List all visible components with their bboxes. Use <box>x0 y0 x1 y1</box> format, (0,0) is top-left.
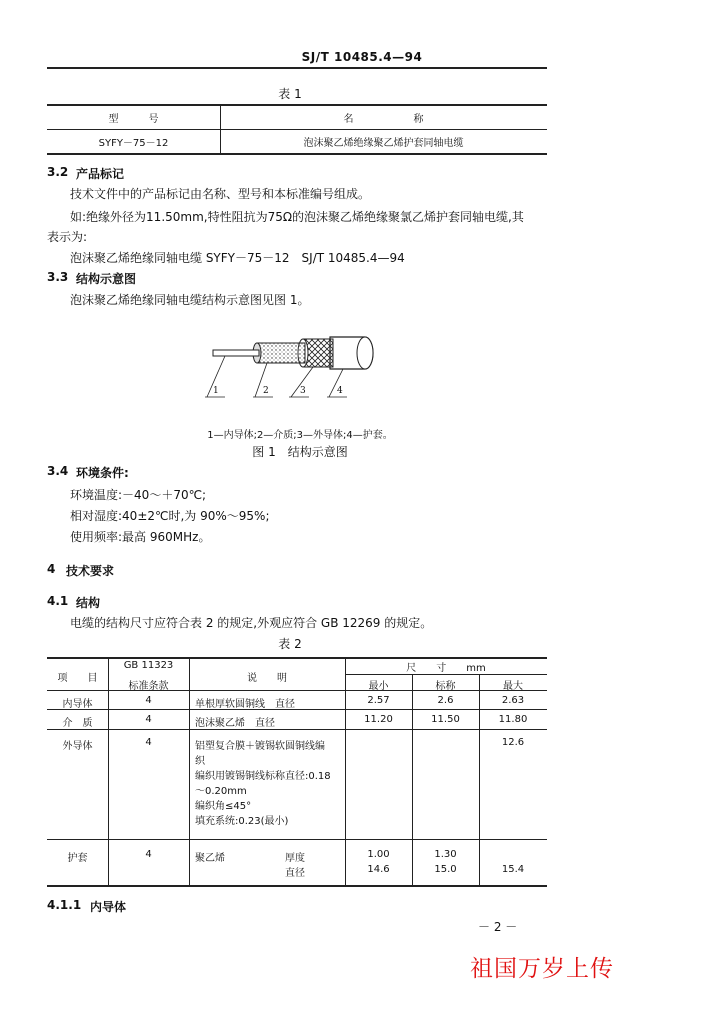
t2-r4-nom-b: 15.0 <box>434 864 457 875</box>
t2-r4-desc-material: 聚乙烯 <box>195 853 225 864</box>
env-humidity: 相对湿度:40±2℃时,为 90%～95%; <box>70 509 270 523</box>
section-4-1-number: 4.1 <box>47 594 69 608</box>
t2-r3-desc-1: 铝塑复合膜＋镀锡软圆铜线编 <box>195 741 325 752</box>
t2-head-std1: GB 11323 <box>123 660 174 671</box>
table1-caption: 表 1 <box>278 87 302 101</box>
t2-r2-max: 11.80 <box>498 714 528 725</box>
t2-r1-max: 2.63 <box>501 695 525 706</box>
page-number: － 2 － <box>478 920 518 934</box>
t2-r3-desc-5: 编织角≤45° <box>195 801 252 812</box>
section-3-3-para1: 泡沫聚乙烯绝缘同轴电缆结构示意图见图 1。 <box>70 293 310 307</box>
section-4-1-para: 电缆的结构尺寸应符合表 2 的规定,外观应符合 GB 12269 的规定。 <box>70 616 433 630</box>
t2-r1-min: 2.57 <box>367 695 390 706</box>
t2-r4-std: 4 <box>145 849 152 860</box>
table1-name-value: 泡沫聚乙烯绝缘聚乙烯护套同轴电缆 <box>303 138 464 149</box>
t2-r1-nom: 2.6 <box>437 695 454 706</box>
section-3-4-title: 环境条件: <box>76 466 129 480</box>
t2-r3-max: 12.6 <box>501 737 525 748</box>
t2-r3-desc-6: 填充系统:0.23(最小) <box>195 816 289 827</box>
figure-label-3: 3 <box>300 386 306 396</box>
t2-rule-r1 <box>47 709 547 710</box>
t2-r4-max-b: 15.4 <box>501 864 525 875</box>
section-3-2-number: 3.2 <box>47 165 69 179</box>
figure-legend: 1—内导体;2—介质;3—外导体;4—护套。 <box>207 430 393 441</box>
t2-head-item: 项 目 <box>57 673 98 684</box>
t2-head-max: 最大 <box>503 681 523 692</box>
t2-r3-desc-3: 编织用镀锡铜线标称直径:0.18 <box>195 771 331 782</box>
table1-top-rule <box>47 104 547 106</box>
section-3-3-number: 3.3 <box>47 270 69 284</box>
t2-r4-item: 护套 <box>67 853 88 864</box>
figure-caption: 图 1 结构示意图 <box>252 445 348 459</box>
table1-bottom-rule <box>47 153 547 155</box>
t2-r4-min-b: 14.6 <box>367 864 390 875</box>
t2-r4-min-a: 1.00 <box>367 849 390 860</box>
t2-r1-std: 4 <box>145 695 152 706</box>
section-4-1-1-number: 4.1.1 <box>47 898 82 912</box>
section-3-3-title: 结构示意图 <box>76 272 137 286</box>
inner-conductor <box>213 350 259 356</box>
figure-label-4: 4 <box>337 386 343 396</box>
section-3-2-para3: 表示为: <box>47 230 88 244</box>
section-3-2-para2: 如:绝缘外径为11.50mm,特性阻抗为75Ω的泡沫聚乙烯绝缘聚氯乙烯护套同轴电缆,其 <box>70 210 524 224</box>
t2-r3-desc-2: 织 <box>195 756 205 767</box>
t2-r2-std: 4 <box>145 714 152 725</box>
env-temperature: 环境温度:－40～＋70℃; <box>70 488 207 502</box>
section-4-1-1-title: 内导体 <box>90 900 127 914</box>
t2-rule-bottom <box>47 885 547 887</box>
section-4-number: 4 <box>47 562 56 576</box>
t2-r2-nom: 11.50 <box>431 714 460 725</box>
t2-head-dims: 尺 寸 mm <box>406 663 486 674</box>
t2-col-2 <box>189 657 190 886</box>
upload-stamp: 祖国万岁上传 <box>470 956 614 982</box>
section-3-2-para4: 泡沫聚乙烯绝缘同轴电缆 SYFY－75－12 SJ/T 10485.4—94 <box>70 251 405 265</box>
t2-r4-desc-diameter: 直径 <box>285 868 305 879</box>
t2-r1-item: 内导体 <box>62 699 93 710</box>
t2-r3-desc-4: ～0.20mm <box>195 786 247 797</box>
dielectric-layer <box>257 343 305 363</box>
t2-rule-r3 <box>47 839 547 840</box>
t2-r1-desc: 单根厚软圆铜线 直径 <box>195 699 295 710</box>
t2-head-nom: 标称 <box>435 681 456 692</box>
section-3-4-number: 3.4 <box>47 464 69 478</box>
t2-r2-desc: 泡沫聚乙烯 直径 <box>195 718 275 729</box>
t2-r3-std: 4 <box>145 737 152 748</box>
table1-header-name: 名 称 <box>343 114 424 125</box>
t2-head-desc: 说 明 <box>247 673 287 684</box>
section-3-2-para1: 技术文件中的产品标记由名称、型号和本标准编号组成。 <box>70 187 371 201</box>
t2-r3-item: 外导体 <box>62 741 93 752</box>
section-4-1-title: 结构 <box>76 596 101 610</box>
figure-label-1: 1 <box>213 386 219 396</box>
figure-label-2: 2 <box>263 386 269 396</box>
env-frequency: 使用频率:最高 960MHz。 <box>70 530 211 544</box>
table2-caption: 表 2 <box>278 637 302 651</box>
section-3-2-title: 产品标记 <box>76 167 125 181</box>
t2-head-min: 最小 <box>368 681 389 692</box>
t2-r4-desc-thickness: 厚度 <box>285 853 305 864</box>
t2-r4-nom-a: 1.30 <box>434 849 457 860</box>
t2-r2-item: 介 质 <box>62 718 93 729</box>
table1-model-value: SYFY－75－12 <box>98 138 169 149</box>
t2-rule-r2 <box>47 729 547 730</box>
coaxial-cable-diagram <box>195 325 385 410</box>
section-4-title: 技术要求 <box>66 564 115 578</box>
standard-code-header: SJ/T 10485.4—94 <box>301 50 423 64</box>
table2 <box>47 657 547 887</box>
table1-mid-rule <box>47 129 547 130</box>
table1-header-model: 型 号 <box>108 114 159 125</box>
header-rule <box>47 67 547 69</box>
t2-rule-dims <box>345 674 547 675</box>
t2-head-std2: 标准条款 <box>128 681 169 692</box>
t2-r2-min: 11.20 <box>364 714 393 725</box>
